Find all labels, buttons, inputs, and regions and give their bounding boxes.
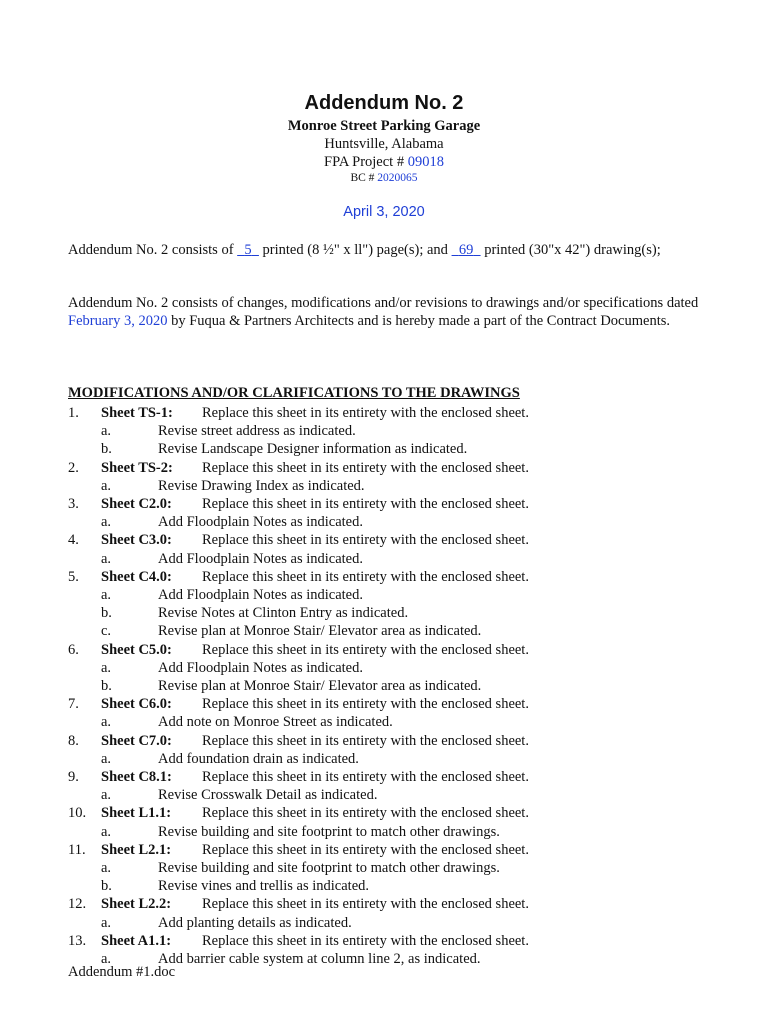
bc-line	[0, 172, 768, 184]
sub-item	[0, 677, 768, 695]
bc-label: BC #	[350, 172, 378, 184]
sheet-id: Sheet C6.0:	[101, 696, 172, 713]
document-title: Addendum No. 2	[304, 92, 464, 114]
drawing-count: 69	[458, 242, 474, 258]
sub-item	[0, 877, 768, 895]
sub-item-text: Revise plan at Monroe Stair/ Elevator area as indicated.	[158, 678, 482, 694]
list-item	[0, 768, 768, 786]
item-description: Replace this sheet in its entirety with the enclosed sheet.	[202, 532, 529, 549]
sub-item	[0, 477, 768, 495]
sub-item-text: Revise building and site footprint to match other drawings.	[158, 860, 500, 876]
sub-item-text: Add planting details as indicated.	[158, 914, 352, 931]
sub-item-text: Add barrier cable system at column line 2, as indicated.	[158, 951, 481, 967]
item-number: 1.	[68, 405, 79, 421]
sub-item-letter: a.	[101, 787, 112, 804]
sub-item-text: Add Floodplain Notes as indicated.	[158, 587, 363, 603]
section-heading: MODIFICATIONS AND/OR CLARIFICATIONS TO THE DRAWINGS	[68, 385, 520, 401]
item-description: Replace this sheet in its entirety with the enclosed sheet.	[202, 696, 529, 713]
sub-item-letter: a.	[101, 587, 112, 603]
sub-item	[0, 440, 768, 458]
item-number: 9.	[68, 769, 79, 785]
item-number: 5.	[68, 568, 79, 585]
sub-item-letter: a.	[101, 514, 112, 531]
sub-item	[0, 659, 768, 677]
footer-filename: Addendum #1.doc	[68, 964, 176, 980]
sub-item-letter: a.	[101, 714, 112, 731]
item-number: 4.	[68, 532, 79, 549]
sheet-id: Sheet TS-2:	[101, 459, 173, 476]
item-description: Replace this sheet in its entirety with the enclosed sheet.	[202, 805, 529, 822]
paragraph-text: by Fuqua & Partners Architects and is hereby made a part of the Contract Documents.	[167, 313, 670, 329]
list-item	[0, 804, 768, 822]
sub-item	[0, 513, 768, 531]
fpa-project-line	[0, 154, 768, 171]
list-item	[0, 459, 768, 477]
list-item	[0, 732, 768, 750]
sheet-id: Sheet L2.1:	[101, 841, 172, 858]
sub-item	[0, 622, 768, 640]
sub-item	[0, 914, 768, 932]
item-description: Replace this sheet in its entirety with the enclosed sheet.	[202, 641, 529, 658]
project-location: Huntsville, Alabama	[324, 136, 444, 152]
reference-date: February 3, 2020	[68, 313, 168, 329]
item-description: Replace this sheet in its entirety with the enclosed sheet.	[202, 732, 529, 749]
sub-item-text: Add note on Monroe Street as indicated.	[158, 714, 393, 731]
sub-item-text: Revise Notes at Clinton Entry as indicated.	[158, 605, 409, 622]
sub-item-letter: a.	[101, 823, 112, 840]
sub-item-letter: a.	[101, 550, 112, 567]
sub-item-text: Revise building and site footprint to match other drawings.	[158, 823, 500, 840]
sub-item-letter: a.	[101, 423, 112, 440]
project-name: Monroe Street Parking Garage	[287, 118, 481, 134]
sub-item-text: Revise plan at Monroe Stair/ Elevator area as indicated.	[158, 623, 482, 640]
sheet-id: Sheet L2.2:	[101, 896, 172, 913]
sub-item-letter: b.	[101, 678, 112, 694]
fpa-label: FPA Project #	[324, 154, 408, 170]
sub-item	[0, 550, 768, 568]
sheet-id: Sheet C3.0:	[101, 532, 172, 549]
sheet-id: Sheet C2.0:	[101, 496, 172, 512]
item-number: 6.	[68, 641, 79, 658]
sub-item-text: Add Floodplain Notes as indicated.	[158, 550, 363, 567]
sub-item	[0, 823, 768, 841]
list-item	[0, 932, 768, 950]
sub-item	[0, 859, 768, 877]
item-number: 2.	[68, 459, 79, 476]
paragraph-text: printed (8 ½" x ll") page(s); and	[258, 242, 452, 258]
sub-item-letter: b.	[101, 878, 112, 895]
sub-item	[0, 586, 768, 604]
sub-item-text: Revise Landscape Designer information as indicated.	[158, 441, 468, 458]
sheet-id: Sheet C4.0:	[101, 568, 172, 585]
item-number: 11.	[68, 841, 86, 858]
paragraph-text: printed (30"x 42") drawing(s);	[480, 242, 661, 258]
paragraph-page-count	[68, 241, 708, 259]
sheet-id: Sheet L1.1:	[101, 805, 172, 822]
item-number: 10.	[68, 805, 87, 822]
item-description: Replace this sheet in its entirety with the enclosed sheet.	[202, 496, 529, 512]
sub-item	[0, 713, 768, 731]
paragraph-scope	[68, 294, 708, 330]
list-item	[0, 568, 768, 586]
sub-item-letter: b.	[101, 441, 112, 458]
list-item	[0, 895, 768, 913]
sub-item-letter: a.	[101, 477, 112, 494]
sub-item	[0, 422, 768, 440]
paragraph-text: Addendum No. 2 consists of	[68, 242, 238, 258]
page-count: 5	[244, 242, 252, 258]
sub-item	[0, 786, 768, 804]
item-description: Replace this sheet in its entirety with the enclosed sheet.	[202, 459, 529, 476]
sub-item-text: Add Floodplain Notes as indicated.	[158, 659, 363, 676]
list-item	[0, 531, 768, 549]
list-item	[0, 495, 768, 513]
sub-item-letter: b.	[101, 605, 112, 622]
sub-item-letter: c.	[101, 623, 112, 640]
sub-item-letter: a.	[101, 951, 112, 967]
item-description: Replace this sheet in its entirety with the enclosed sheet.	[202, 932, 529, 949]
item-description: Replace this sheet in its entirety with the enclosed sheet.	[202, 568, 529, 585]
sub-item	[0, 604, 768, 622]
sub-item-text: Revise Drawing Index as indicated.	[158, 477, 365, 494]
sub-item-text: Revise vines and trellis as indicated.	[158, 878, 370, 895]
sheet-id: Sheet C5.0:	[101, 641, 172, 658]
item-description: Replace this sheet in its entirety with the enclosed sheet.	[202, 896, 529, 913]
paragraph-text: Addendum No. 2 consists of changes, modifications and/or revisions to drawings and/or specifications dated	[68, 295, 699, 311]
sheet-id: Sheet C7.0:	[101, 732, 172, 749]
sub-item-letter: a.	[101, 914, 112, 931]
item-number: 13.	[68, 932, 87, 949]
item-number: 7.	[68, 696, 79, 713]
sub-item-text: Revise street address as indicated.	[158, 423, 356, 440]
sub-item-letter: a.	[101, 750, 112, 767]
item-number: 12.	[68, 896, 87, 913]
sub-item-letter: a.	[101, 659, 112, 676]
item-description: Replace this sheet in its entirety with the enclosed sheet.	[202, 841, 529, 858]
sheet-id: Sheet C8.1:	[101, 769, 172, 785]
item-number: 8.	[68, 732, 79, 749]
sheet-id: Sheet A1.1:	[101, 932, 172, 949]
item-description: Replace this sheet in its entirety with the enclosed sheet.	[202, 769, 529, 785]
sub-item-text: Add foundation drain as indicated.	[158, 750, 359, 767]
item-description: Replace this sheet in its entirety with the enclosed sheet.	[202, 405, 529, 421]
sheet-id: Sheet TS-1:	[101, 405, 173, 421]
item-number: 3.	[68, 496, 79, 512]
list-item	[0, 695, 768, 713]
list-item	[0, 404, 768, 422]
sub-item-letter: a.	[101, 860, 112, 876]
sub-item-text: Revise Crosswalk Detail as indicated.	[158, 787, 378, 804]
list-item	[0, 841, 768, 859]
addendum-date: April 3, 2020	[343, 204, 425, 220]
sub-item	[0, 750, 768, 768]
list-item	[0, 641, 768, 659]
fpa-number: 09018	[407, 154, 444, 170]
sub-item-text: Add Floodplain Notes as indicated.	[158, 514, 363, 531]
bc-number: 2020065	[377, 172, 418, 184]
